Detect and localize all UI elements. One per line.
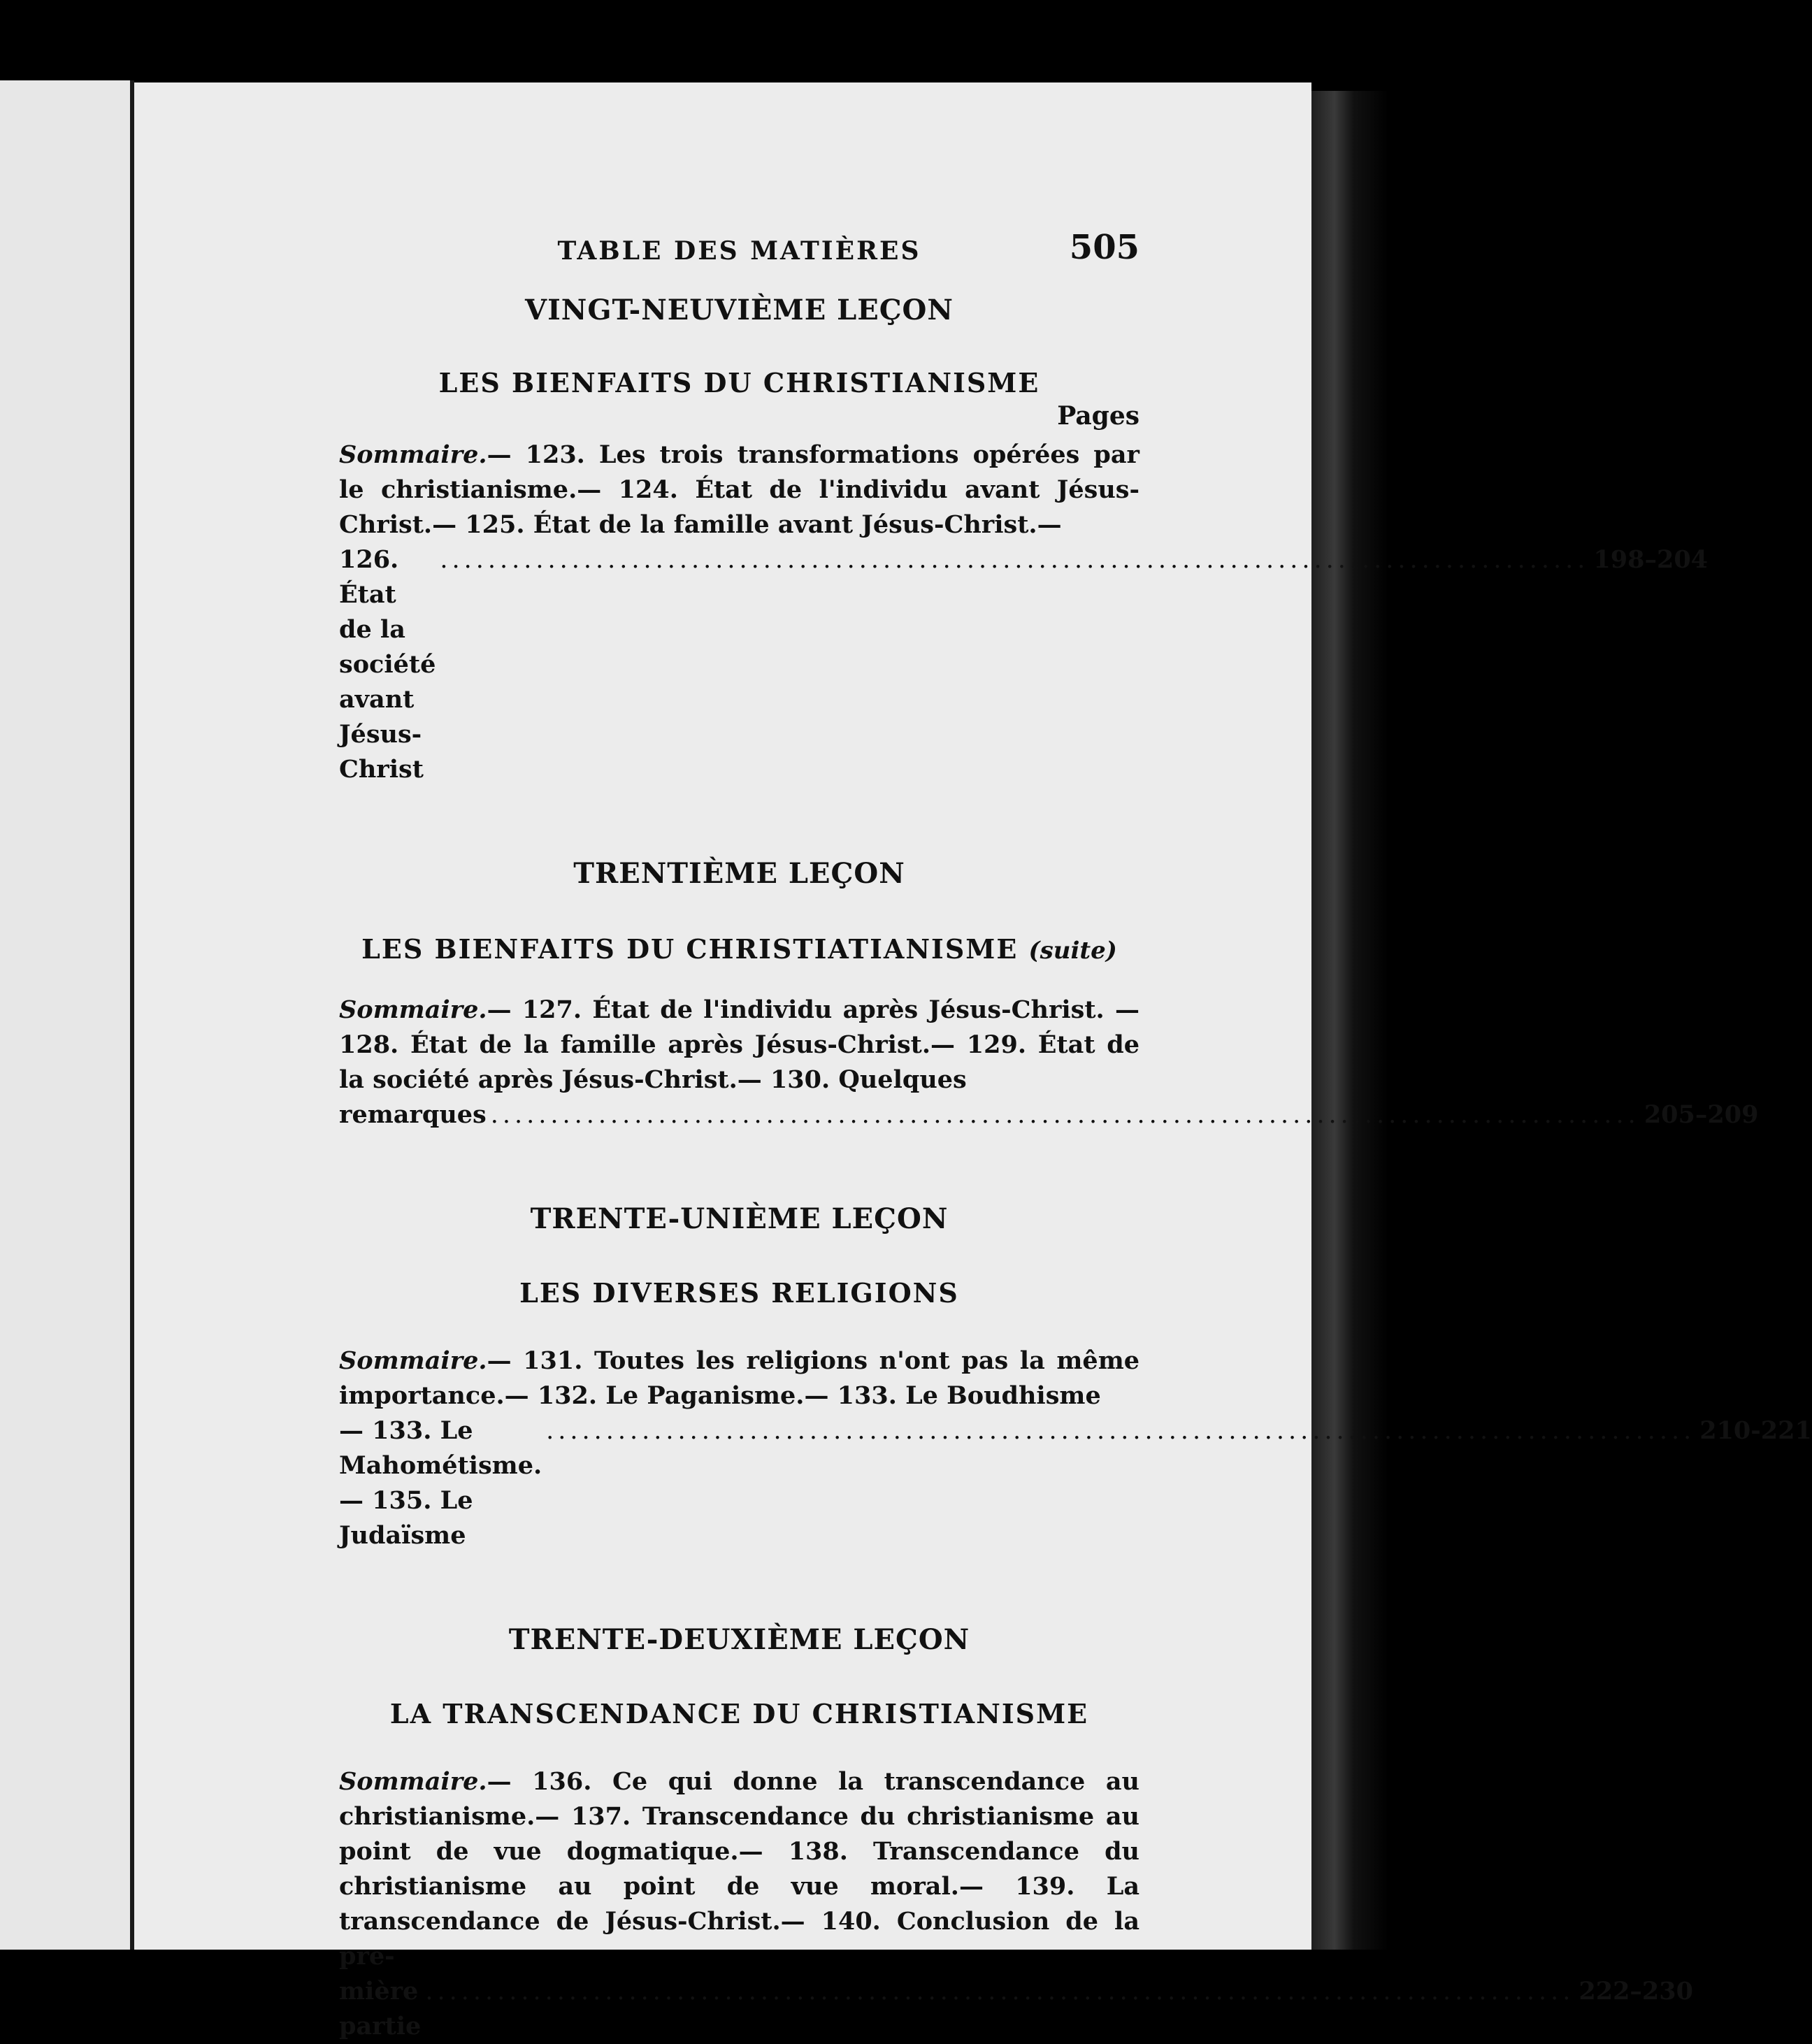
summary-last-line xyxy=(339,542,1709,787)
table-of-contents xyxy=(339,224,1812,2044)
lesson-number: TRENTE-UNIÈME LEÇON xyxy=(530,1202,949,1235)
lesson-summary xyxy=(339,993,1139,1097)
summary-lead: Sommaire. xyxy=(339,1346,487,1375)
summary-body: — 123. Les trois transformations opérées par le christianisme.— 124. État de l'individu avant Jésus-Christ.— 125. État de la famille avant Jésus-Christ.— xyxy=(339,440,1139,539)
lesson-title-text: LES BIENFAITS DU CHRISTIATIANISME xyxy=(361,933,1019,965)
page-range: 198–204 xyxy=(1593,545,1709,574)
lesson-title-text: LES DIVERSES RELIGIONS xyxy=(519,1277,959,1309)
summary-lead: Sommaire. xyxy=(339,1767,487,1796)
lesson-title xyxy=(339,367,1139,398)
lesson-entry xyxy=(339,857,1759,1132)
summary-last-text: remarques xyxy=(339,1100,487,1129)
running-head-title: TABLE DES MATIÈRES xyxy=(557,236,921,266)
facing-page-edge xyxy=(0,80,133,1950)
summary-last-line xyxy=(339,1413,1812,1553)
lesson-summary xyxy=(339,1764,1139,1974)
lesson-number: TRENTIÈME LEÇON xyxy=(573,857,905,890)
lesson-entry xyxy=(339,1623,1693,2044)
lesson-title-text: LES BIENFAITS DU CHRISTIANISME xyxy=(438,367,1040,398)
summary-last-text: mière partie xyxy=(339,1977,422,2041)
summary-last-text: 126. État de la société avant Jésus-Christ xyxy=(339,545,436,784)
summary-last-text: — 133. Le Mahométisme.— 135. Le Judaïsme xyxy=(339,1416,542,1550)
page-number: 505 xyxy=(1069,228,1139,267)
lesson-title xyxy=(339,1698,1139,1729)
page-stack-edge xyxy=(1311,91,1388,1950)
lesson-number: VINGT-NEUVIÈME LEÇON xyxy=(525,294,954,326)
lesson-entry xyxy=(339,294,1709,787)
leader-dots: ................................................................................................ xyxy=(425,1978,1575,2006)
lesson-number: TRENTE-DEUXIÈME LEÇON xyxy=(508,1623,970,1656)
lesson-title xyxy=(339,933,1139,965)
lesson-summary xyxy=(339,438,1139,542)
leader-dots: ................................................................................................ xyxy=(546,1417,1696,1445)
summary-last-line xyxy=(339,1974,1693,2044)
lesson-entry xyxy=(339,1202,1812,1553)
leader-dots: ................................................................................................ xyxy=(490,1101,1640,1129)
lesson-title-text: LA TRANSCENDANCE DU CHRISTIANISME xyxy=(389,1698,1089,1729)
pages-column-label: Pages xyxy=(1057,401,1139,431)
running-head xyxy=(339,224,1139,280)
lesson-title xyxy=(339,1277,1139,1309)
summary-last-line xyxy=(339,1097,1759,1132)
page-range: 205–209 xyxy=(1644,1100,1759,1129)
summary-body: — 127. État de l'individu après Jésus-Christ. —128. État de la famille après Jésus-Christ.— 129. État de la société après Jésus-Christ.— 130. Quelques xyxy=(339,995,1139,1094)
page-range: 210-221 xyxy=(1699,1416,1812,1445)
summary-body: — 131. Toutes les religions n'ont pas la même importance.— 132. Le Paganisme.— 133. Le Boudhisme xyxy=(339,1346,1139,1410)
lesson-summary xyxy=(339,1344,1139,1413)
lesson-title-suffix: (suite) xyxy=(1028,937,1117,965)
summary-lead: Sommaire. xyxy=(339,440,487,469)
leader-dots: ................................................................................................ xyxy=(440,546,1590,574)
page-range: 222–230 xyxy=(1579,1977,1693,2006)
summary-body: — 136. Ce qui donne la transcendance au christianisme.— 137. Transcendance du christianisme au point de vue dogmatique.— 138. Transcendance du christianisme au point de vue moral.— 139. La transcendance de Jésus-Christ.— 140. Conclusion de la pre- xyxy=(339,1767,1139,1971)
summary-lead: Sommaire. xyxy=(339,995,487,1024)
